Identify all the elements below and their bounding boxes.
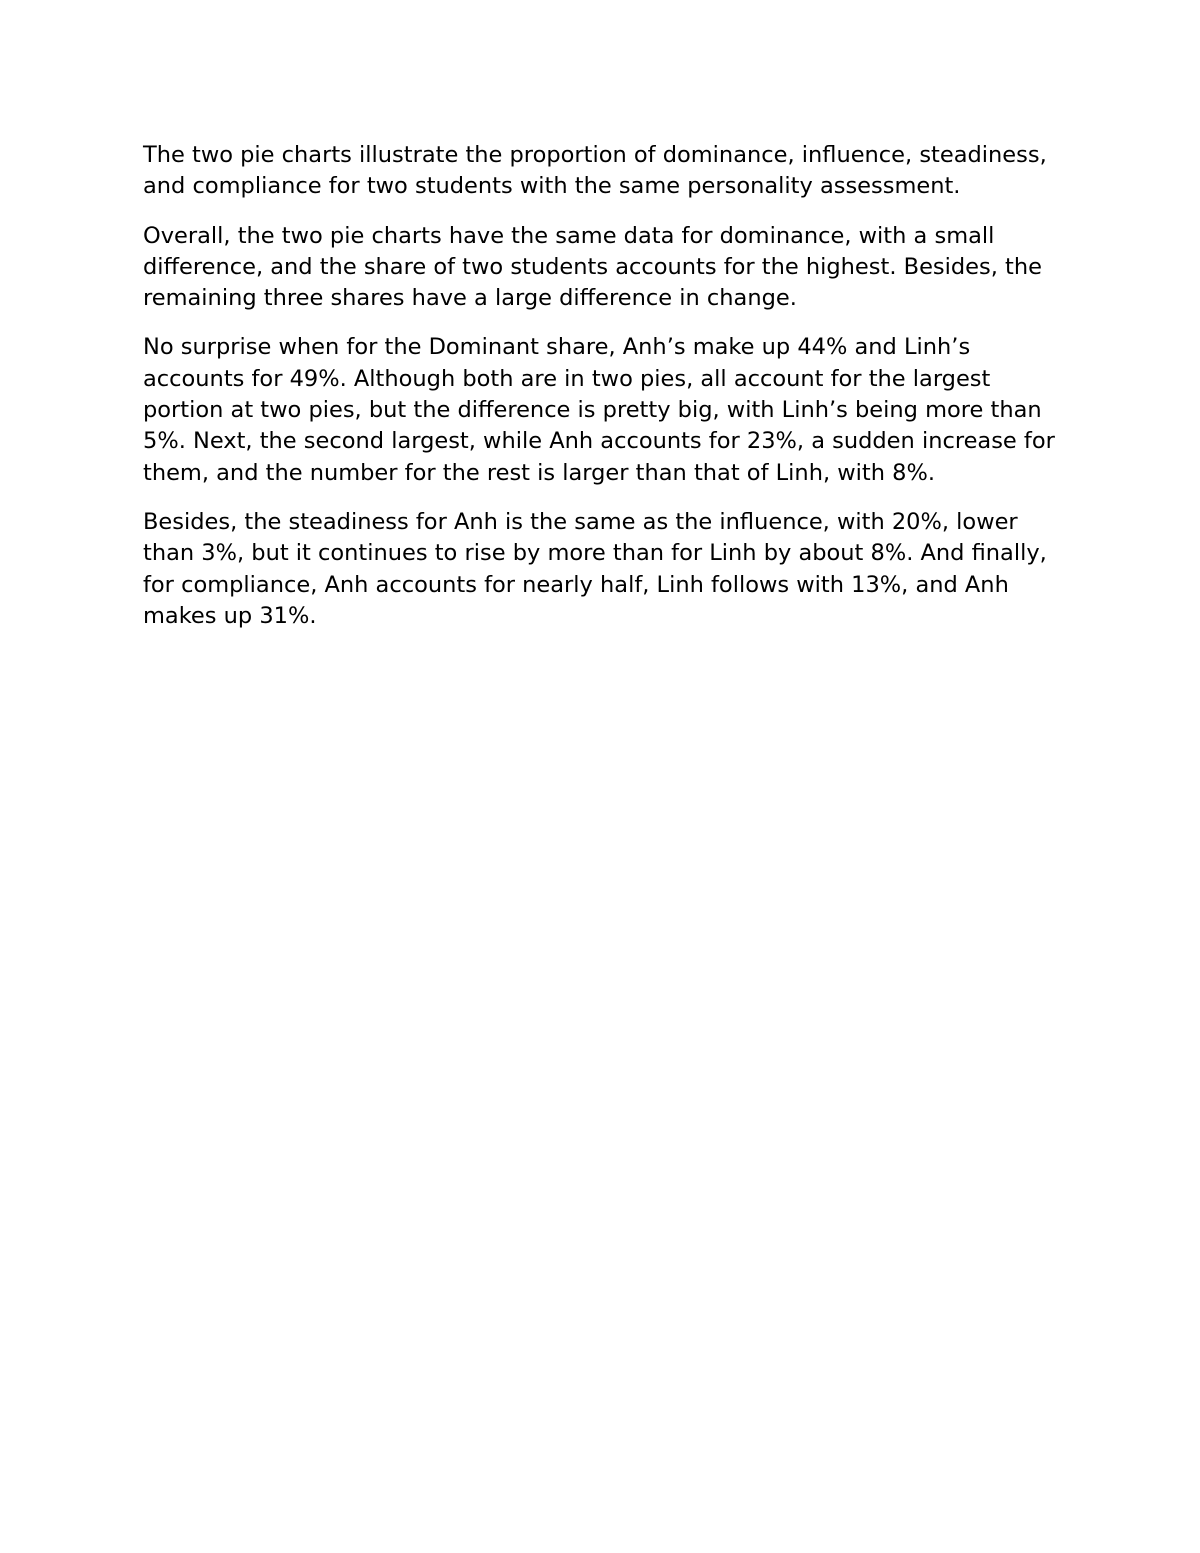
- paragraph-intro: The two pie charts illustrate the proportion of dominance, influence, steadiness, and compliance for two students with the same personality assessment.: [143, 142, 1047, 200]
- paragraph-steadiness-compliance: Besides, the steadiness for Anh is the same as the influence, with 20%, lower than 3%, but it continues to rise by more than for Linh by about 8%. And finally, for compliance, Anh accounts for nearly half, Linh follows with 13%, and Anh makes up 31%.: [143, 508, 1047, 629]
- paragraph-dominance: No surprise when for the Dominant share, Anh’s make up 44% and Linh’s accounts for 49%. Although both are in two pies, all account for the largest portion at two pies, but the difference is pretty big, with Linh’s being more than 5%. Next, the second largest, while Anh accounts for 23%, a sudden increase for them, and the number for the rest is larger than that of Linh, with 8%.: [143, 334, 1055, 486]
- paragraph-overview: Overall, the two pie charts have the same data for dominance, with a small difference, and the share of two students accounts for the highest. Besides, the remaining three shares have a large difference in change.: [143, 222, 1042, 312]
- document-body: [143, 140, 1068, 650]
